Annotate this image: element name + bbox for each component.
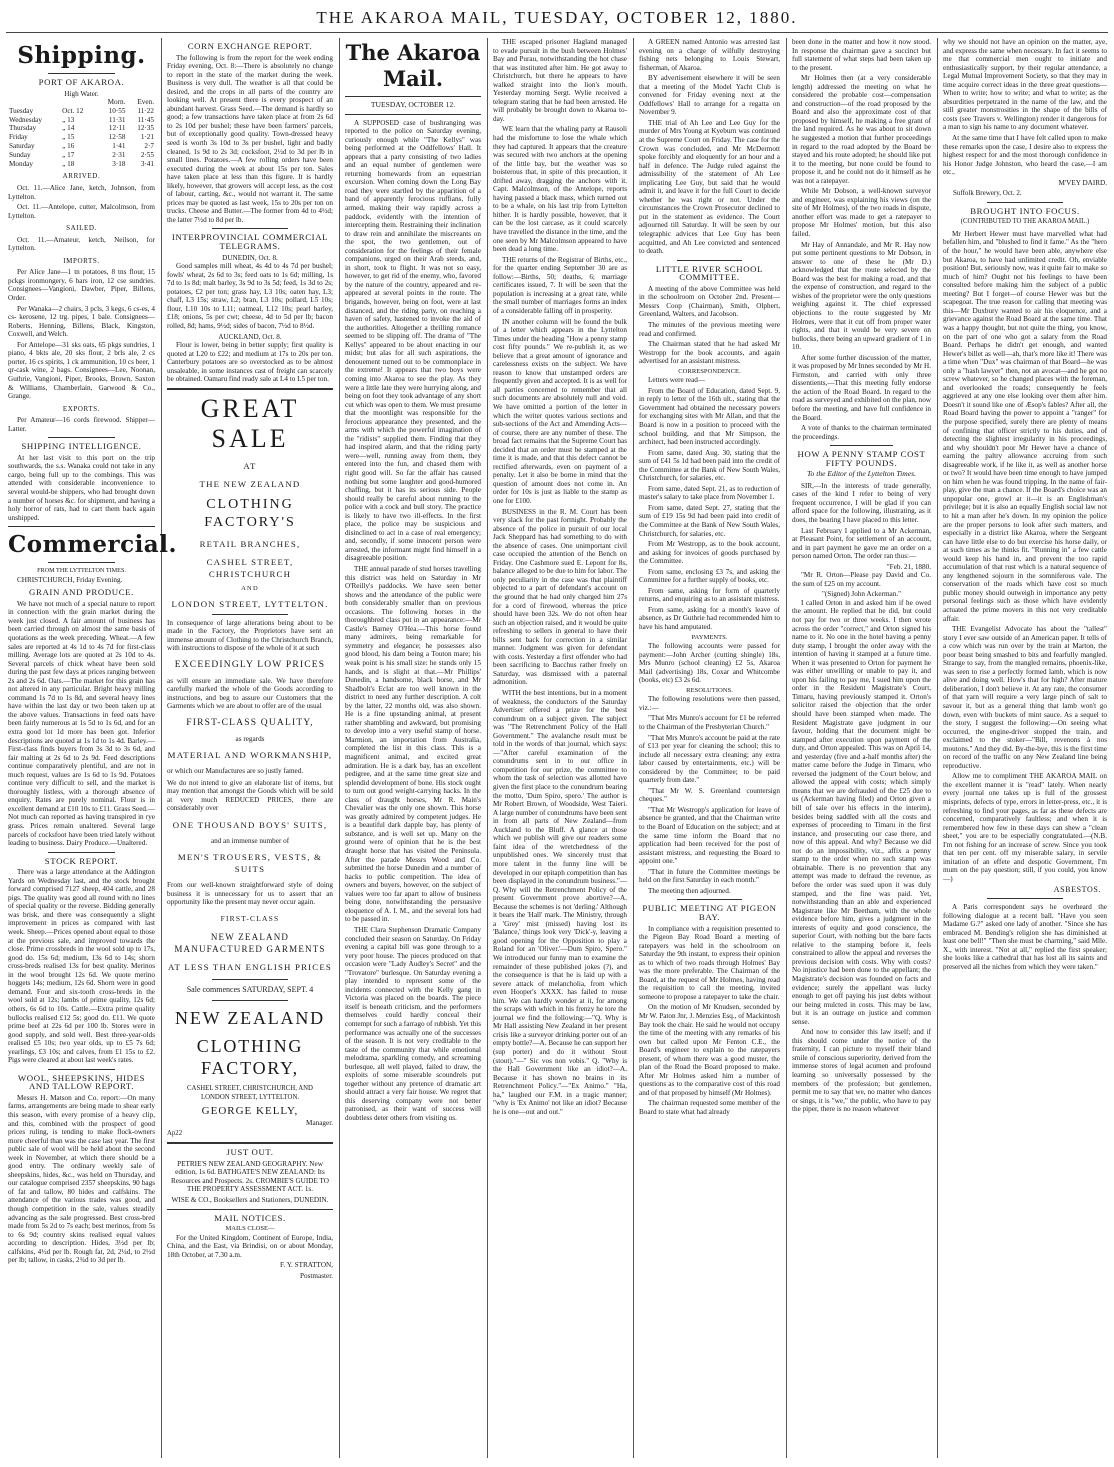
advert-address: CASHEL STREET, CHRISTCHURCH, AND LONDON STREET, LYTTELTON. bbox=[187, 1085, 313, 1101]
postmaster-name: F. Y. STRATTON, bbox=[279, 1261, 333, 1270]
wise-co-advert: WISE & CO., Booksellers and Stationers, DUNEDIN. bbox=[171, 1196, 329, 1205]
advert-at: AT bbox=[243, 460, 257, 471]
penny-stamp-heading: HOW A PENNY STAMP COST FIFTY POUNDS. bbox=[797, 449, 926, 468]
stock-heading: STOCK REPORT. bbox=[44, 855, 119, 866]
contributed-note: (CONTRIBUTED TO THE AKAROA MAIL.) bbox=[960, 218, 1090, 226]
advert-clothing-factory: CLOTHING FACTORY, bbox=[196, 1036, 304, 1079]
advert-exceedingly-low-prices: EXCEEDINGLY LOW PRICES bbox=[174, 659, 326, 670]
divider bbox=[48, 852, 116, 853]
meeting-paragraph: In compliance with a requisition presented to the Pigeon Bay Road Board a meeting of ratepayers was held in the schoolroom on Saturday the 9th instant, to express their opinion as to which of two roads through Holmes' Bay was the more preferable. The Chairman of the Board, at the request of Mr Holmes, having read the requisition to call the meeting, invited someone to propose a ratepayer to take the chair. bbox=[639, 924, 780, 1001]
divider bbox=[212, 614, 288, 615]
advert-border bbox=[167, 1142, 333, 1144]
letter-paragraph: And now to consider this law itself; and if this should come under the notice of the fraternity, I can picture to myself their bland smile of conscious superiority, derived from the immense stores of legal acumen and profound learning so universally possessed by the members of the profession; but gentlemen, permit me to say that we, no matter who dances or sings, it is "we," the public, who have to pay the piper, there is no reason whatever bbox=[792, 1028, 931, 1114]
letter-paragraph: why we should not have an opinion on the matter, aye, and express the same when necessary. In fact it seems to me that commercial men ought to initiate and enthusiastically support, by their regular attendance, a Legal Mutual Improvement Society, so that they may in time acquire correct ideas in the three great questions—When to write; how to write; and what to write; as the absurdities perpetrated in the name of the law, and the still greater monstrosities in the shape of the bills of costs (see Travers v. Wellington) render it dangerous for a man to sign his name to any document whatever. bbox=[943, 38, 1107, 132]
corn-exchange-heading: CORN EXCHANGE REPORT. bbox=[187, 41, 313, 51]
focus-paragraph: THE Evangelist Advocate has about the "tallest" story I ever saw outside of an American paper. It tells of a cow which was run over by the train at Marton, the poor beast being smashed to bits and fearfully mangled. Strange to say, from the mangled remains, phoenix-like, was seen to rise a perfectly formed lamb, which is now alive and doing well. How's that for high? After mature deliberation, I don't believe it. At any rate, the consumer of that yarn will require a very large pinch of salt to savour it, but as a general thing that lamb won't go down, even with buckets of mint sauce. As a sequel to the story, I suggest the following:—On seeing what occurred, the engine-driver stopped the train, and exclaimed to the stoker—"Bill, revenons à nos moutons." And they did. By-the-bye, this is the first time on record of the traffic on any New Zealand line being reproductive. bbox=[943, 625, 1107, 770]
import-entry: For Antelope—31 sks oats, 65 pkgs sundries, 1 piano, 4 bkts ale, 20 sks flour, 2 brls ale, 2 cs porter, 16 cs spirits, 1 ck ammunition, 10 cs beer, 1 qr-cask wine, 2 bags. Consignees—Lee, Noonan, Guthrie, Vangioni, Piper, Brooks, Brown, Saxton & Williams, Chamberlain, Garwood & Co., Grange. bbox=[8, 340, 155, 401]
tide-day: Monday bbox=[9, 159, 33, 168]
tide-morn: 10·55 bbox=[108, 106, 126, 115]
high-water-label: High Water. bbox=[64, 89, 99, 98]
asbestos-signature: ASBESTOS. bbox=[1053, 884, 1101, 894]
advert-less-than-english: AT LESS THAN ENGLISH PRICES bbox=[167, 961, 333, 972]
tide-row bbox=[8, 133, 155, 142]
column-reports bbox=[639, 38, 780, 1460]
focus-paragraph: Allow me to compliment THE AKAROA MAIL on the excellent manner it is "read" lately. When nearly every journal one takes up is full of the grossest misprints, defects of type, errors in letter-press, etc., it is refreshing to find your pages, as far as these defects are concerned, comparatively faultless; and when it is remembered how few in these days can shew a "clean sheet," you are to be especially congratulated.—(N.B. I'm not fishing for an increase of screw. Since you took that ten per cent. off my miserable salary, in servile imitation of an effete and despotic Government, I'm mum on the pay question; still, if you could, you know—) bbox=[943, 772, 1107, 883]
tide-header-cell bbox=[8, 98, 61, 107]
committee-paragraph: From same, enclosing £3 7s, and asking the Committee for a further supply of books, etc. bbox=[639, 567, 780, 585]
tide-date: „ 17 bbox=[62, 150, 75, 159]
news-murder-trial: THE trial of Ah Lee and Lee Guy for the murder of Mrs Young at Kyeburn was continued at the Supreme Court on Friday. The case for the Crown was concluded, and Mr McDermott spoke forcibly and eloquently for an hour and a half in defence. The Judge ruled against the admissibility of the statement of Ah Lee implicating Lee Guy, but said that he would admit it, and leave it for the full Court to decide whether he was right or not. Under the circumstances the Crown Prosecutor declined to put in the statement as evidence. The Court adjourned till Saturday. It will be seen by our telegraphic advices that Lee Guy has been acquitted, and Ah Lee convicted and sentenced to death. bbox=[639, 118, 780, 256]
masthead bbox=[0, 0, 1114, 34]
news-escaped-prisoner: THE escaped prisoner Hagland managed to evade pursuit in the bush between Holmes' Bay and Purau, notwithstanding the hot chase that was instituted after him. He got away to Christchurch, but there he appears to have walked straight into the lion's mouth. Yesterday morning Sergt. Wylie received a telegram stating that he had been arrested. He will probably be brought down to Akaroa to-day. bbox=[493, 38, 627, 123]
port-heading: PORT OF AKAROA. bbox=[38, 77, 125, 87]
advert-first-class: FIRST-CLASS bbox=[220, 913, 280, 923]
divider bbox=[212, 228, 288, 229]
stock-report: There was a large attendance at the Addington Yards on Wednesday last, and the stock brought forward comprised 7127 sheep, 404 cattle, and 28 pigs. The quality was good all round with no lines of special quality or the reverse. Bidding generally was brisk, and there was consequently a slight improvement in prices as compared with last week. Sheep.—Prices opened about equal to those at the previous sale, and improved towards the close. Prime crossbreds in the wool sold up to 17s, good do. 15s 6d; medium, 13s 6d to 14s; shorn cross-breds realised 13s for best quality. Merinos in the wool brought 12s 6d. We quote merino hoggets 14s; medium, 12s 6d. Shorn were in good demand. Four and six-tooth cross-breds in the wool sold at 12s; lambs of prime quality, 12s 6d; others, 6s 6d to 10s. Cattle.—Extra prime quality bullocks realised £12 5s; good do. £11. We quote prime beef at 22s 6d per 100 lb. Stores were in good supply, and sold well. Best three-year-olds realised £5 10s; two year olds, up to £5 7s 6d; yearlings, £3 10s; and calves, from £1 15s to £2. Pigs were cleared at about last week's rates. bbox=[8, 868, 155, 1065]
column-editorial bbox=[345, 38, 481, 1460]
arrival-entry: Oct. 11.—Antelope, cutter, Malcolmson, from Lyttelton. bbox=[8, 203, 155, 220]
divider bbox=[167, 1209, 333, 1210]
letter-signature: M'VEY DAIRD. bbox=[1058, 178, 1107, 187]
tide-even: 11·22 bbox=[137, 106, 154, 115]
advert-the-nz: THE NEW ZEALAND bbox=[199, 478, 301, 489]
tide-even: 3·41 bbox=[140, 159, 154, 168]
column-divider bbox=[937, 38, 938, 1458]
tide-header-row bbox=[8, 98, 155, 107]
tide-even: 2·55 bbox=[140, 150, 154, 159]
advert-material: MATERIAL AND WORKMANSHIP, bbox=[167, 750, 333, 761]
wool-report: Messrs H. Matson and Co. report:—On many farms, arrangements are being made to shear early this season, with every promise of a heavy clip, and this, combined with the prospect of good prices ruling, is tending to make flock-owners more cheerful than was the case last year. The first public sale of wool will be held about the second week in November, at which there should be a good entry. The ordinary weekly sale of sheepskins, hides, &c., was held on Thursday, and our catalogue comprised 2357 sheepskins, 90 bags of fat and tallow, 80 hides and calfskins. The attendance of the various trades was good, and though competition in the sale, values steadily advancing as the sale progressed. Best cross-bred made from 5s 2d to 7s each; best merinos, from 5s to 6s 9d; country skins realised equal values according to description. Hides, 3½d per lb; calfskins, 4½d per lb. Rough fat, 2d, 2¼d, to 2½d per lb; tallow, in casks, 2¾d to 3d per lb. bbox=[8, 1093, 155, 1265]
penny-stamp-subheading: To the Editor of the Lyttelton Times. bbox=[807, 469, 916, 479]
commercial-source: FROM THE LYTTELTON TIMES. bbox=[37, 567, 126, 575]
column-divider bbox=[339, 38, 340, 1458]
arrived-heading: ARRIVED. bbox=[62, 172, 101, 181]
news-rm-court: BUSINESS in the R. M. Court has been very slack for the past fortnight. Probably the absence of the police in pursuit of our local Jack Sheppard has had something to do with the absence of cases. One unimportant civil case occupied the attention of the Bench on Friday. One Cashmore sued E. Lepont for 8s, balance alleged to be due to him for labor. The only peculiarity in the case was that plaintiff objected to a part of defendant's account on the ground that he had only charged him 27s for a cord of firewood, whereas the price should have been 32s. We do not often hear such an objection raised, and it would be quite refreshing to sellers in general to have their bills sent back for correction in a similar manner. Judgment was given for defendant with costs. Yesterday a first offender who had been sacrificing to Bacchus rather freely on Saturday, was dismissed with a paternal admonition. bbox=[493, 507, 627, 687]
tide-date: „ 15 bbox=[62, 133, 75, 142]
imports-heading: IMPORTS. bbox=[63, 256, 100, 265]
correspondence-heading: CORRESPONDENCE. bbox=[678, 367, 741, 375]
advert-as-regards: as regards bbox=[235, 734, 265, 743]
postmaster-title: Postmaster. bbox=[300, 1271, 333, 1280]
divider bbox=[677, 899, 742, 900]
column-news-items bbox=[493, 38, 627, 1460]
brought-into-focus-heading: BROUGHT INTO FOCUS. bbox=[970, 205, 1080, 216]
payments-heading: PAYMENTS. bbox=[691, 633, 728, 641]
advert-first-class-quality: FIRST-CLASS QUALITY, bbox=[186, 717, 314, 728]
newspaper-nameplate: The Akaroa Mail. bbox=[345, 40, 481, 91]
committee-paragraph: The minutes of the previous meeting were read and confirmed. bbox=[639, 320, 780, 338]
tide-date: „ 16 bbox=[62, 142, 75, 151]
editorial-paragraph-stud-horses: THE annual parade of stud horses travelling this district was held on Saturday in Mr O'Reilly's paddocks. We have seen better shows and the attendance of the public were both considerably smaller than on previous occasions. The following horses in the thoroughbred class put in an appearance:—Mr Castle's Barney O'Hea.—This horse found many admirers, being remarkable for symmetry and elegance; he possesses also good blood, his dam being a Touton mare; his weak point is his small size: he stands only 15 hands, and is slight at that.—Mr Phillips' Dunedin, a handsome, black horse, and Mr Shadbolt's Eclat are too well known in the district to need any further description. A colt by the latter, 22 months old, was also shown. He is a fine upstanding animal, at present rather shambling and awkward, but promising to develop into a very useful stamp of horse. Marmion, an importation from Australia, completed the list in this class. This is a magnificent animal, and excited great admiration. He is a dark bay, has an excellent pedigree, and at the same time great size and splendid development of bone. His stock ought to turn out good weight-carrying hacks. In the class of draught horses, Mr R. Main's Chevalier was the only one shown. This horse was greatly admired by competent judges. He is a beautiful dark dapple bay, has plenty of substance, and is well set up. Many on the ground were of opinion that he is the best draught horse that has visited the Peninsula. After the parade Messrs Wood and Co. submitted the horse Dunedin and a number of hacks to public competition. The idea of owners and buyers, however, on the subject of values were too far apart to allow of business being done, notwithstanding the persuasive eloquence of A. I. M., and the several lots had to be passed in. bbox=[345, 564, 481, 924]
divider bbox=[8, 526, 155, 527]
export-entry: Per Amateur—16 cords firewood. Shipper—Latter. bbox=[8, 416, 155, 433]
meeting-paragraph: On the motion of Mr Knudsen, seconded by Mr W. Paton Jnr, J. Menzies Esq., of Mackintosh Bay took the chair. He said he would not occupy the time of the meeting with any remarks of his own but called upon Mr Fenton C.E., the Board's engineer to explain to the ratepayers present, of whom there was a good muster, the plan of the Road the Board proposed to make. After Mr Holmes asked him a number of questions as to the comparative cost of this road and of that proposed by himself (Mr Holmes). bbox=[639, 1003, 780, 1097]
order-text: "Mr R. Orton—Please pay David and Co. the sum of £25 on my account. bbox=[792, 571, 931, 588]
tide-row bbox=[8, 160, 155, 169]
divider bbox=[987, 202, 1062, 203]
divider bbox=[212, 1000, 288, 1001]
sailing-entry: Oct. 11.—Amateur, ketch, Neilson, for Lyttelton. bbox=[8, 235, 155, 253]
tide-row bbox=[8, 107, 155, 116]
advert-mens-trousers: MEN'S TROUSERS, VESTS, & SUITS bbox=[177, 852, 323, 875]
divider bbox=[48, 562, 116, 563]
books-advert-text: PETRIE'S NEW ZEALAND GEOGRAPHY. New edition, 1s 6d. BATHGATE'S NEW ZEALAND: Its Resources and Prospects. 2s. CROMBIE'S GUIDE TO THE PROPERTY ASSESSMENT ACT. 1s. bbox=[171, 1159, 329, 1194]
committee-paragraph: From same, asking for form of quarterly returns, and enquiring as to an assistant mistress. bbox=[639, 586, 780, 604]
commercial-dateline: CHRISTCHURCH, Friday Evening. bbox=[17, 575, 123, 584]
committee-resolution: "That Mr W. S. Greenland countersign cheques." bbox=[639, 786, 780, 804]
advert-nz-manufactured: NEW ZEALAND MANUFACTURED GARMENTS bbox=[174, 931, 326, 954]
tide-header-cell: Morn. bbox=[107, 98, 126, 107]
mail-notices-heading: MAIL NOTICES. bbox=[214, 1212, 286, 1223]
advert-paragraph: From our well-known straightforward style of doing business it is unnecessary for us to assert that an opportunity like the present may never occur again. bbox=[167, 881, 333, 907]
advert-paragraph: as will ensure an immediate sale. We have therefore carefully marked the whole of the Goods according to instructions, and beg to assure our Customers that the Garments which we are about to offer are of the usual bbox=[167, 676, 333, 711]
divider bbox=[987, 898, 1062, 899]
resolutions-heading: RESOLUTIONS. bbox=[686, 686, 733, 694]
divider bbox=[677, 260, 742, 261]
tide-row bbox=[8, 142, 155, 151]
advert-great-sale: GREAT SALE bbox=[200, 393, 300, 453]
committee-resolution: "That Mrs Munro's account for £1 be referred to the Chairman of the Presbyterian Church." bbox=[639, 714, 780, 732]
tide-header-cell bbox=[61, 98, 96, 107]
committee-paragraph: From same, dated Sept. 21, as to reduction of master's salary to take place from November 1. bbox=[639, 484, 780, 502]
tide-day: Tuesday bbox=[9, 106, 34, 115]
committee-paragraph: A meeting of the above Committee was held in the schoolroom on October 2nd. Present—Messrs Coop (Chairman), Smith, Olphert, Greenland, Walters, and Jacobson. bbox=[639, 284, 780, 319]
tide-row bbox=[8, 124, 155, 133]
exports-heading: EXPORTS. bbox=[62, 404, 101, 413]
divider bbox=[48, 1069, 116, 1070]
column-divider bbox=[786, 38, 787, 1458]
advert-clothing-factorys: CLOTHING FACTORY'S bbox=[204, 496, 296, 530]
committee-resolution: "That Mr Westropp's application for leave of absence be granted, and that the Chairman write to the Board of Education on the subject; and at the same time inform the Board that no application had been received for the post of assistant mistress, and requesting the Board to appoint one." bbox=[639, 805, 780, 866]
advert-manager: Manager. bbox=[306, 1119, 333, 1128]
tide-even: 1·21 bbox=[140, 133, 154, 142]
advert-george-kelly: GEORGE KELLY, bbox=[201, 1104, 299, 1117]
advert-and: AND bbox=[241, 584, 259, 592]
tide-table bbox=[8, 98, 155, 168]
committee-paragraph: From same, dated Sept. 27, stating that the sum of £19 15s 9d had been paid into credit of the Committee at the Bank of New South Wales, Christchurch, for salaries, etc. bbox=[639, 503, 780, 538]
advert-retail-branches: RETAIL BRANCHES, bbox=[199, 538, 301, 549]
commercial-heading: Commercial. bbox=[8, 531, 177, 559]
dunedin-telegram: Good samples mill wheat, 4s 4d to 4s 7d per bushel; fowls' wheat, 2s 6d to 3s; feed oats to 1s 6d; milling, 1s 7d to 1s 8d; malt barley, 3s 9d to 3s 5d; feed, 1s 3d to 2s; potatoes, £2 per ton; grass hay, L3 10s; oaten hay, L3; chaff, L3 15s; straw, L2; bran, L3 10s; pollard, L5 10s; flour, L10 10s to L11; oatmeal, L12 10s; pearl barley, £18; onions, 5s per cwt; cheese, 4d to 5d per lb; bacon rolled, 8d; hams, 9½d; sides of bacon, 7½d to 8½d. bbox=[167, 262, 333, 330]
advert-border bbox=[167, 388, 333, 390]
tide-day: Saturday bbox=[9, 142, 35, 151]
letter-paragraph: At the same time that I have felt called upon to make these remarks upon the case, I desire also to express the highest respect for and the most thorough confidence in his Honor Judge Johnston, who heard the case,—I am etc., bbox=[943, 134, 1107, 177]
letter-paragraph: SIR,—In the interests of trade generally, cases of the kind I refer to being of very frequent occurrence, I will be glad if you can afford space for the following, illustrating, as it does, the bearing I have placed to this letter. bbox=[792, 481, 931, 524]
tide-even: 2·7 bbox=[144, 142, 154, 151]
dunedin-dateline: DUNEDIN, Oct. 8. bbox=[222, 253, 278, 262]
tide-morn: 2·31 bbox=[112, 150, 126, 159]
masthead-rule bbox=[6, 32, 1108, 33]
divider bbox=[48, 437, 116, 438]
meeting-paragraph: After some further discussion of the matter, it was proposed by Mr Innes seconded by Mr H. Firmston, and carried with only three dissentients,—That this meeting fully endorse the action of the Road Board. In regard to the road as surveyed and exhibited on the plan, now before the meeting, and have full confidence in the Board. bbox=[792, 353, 931, 422]
order-date: "Feb. 21, 1880. bbox=[886, 562, 931, 571]
corn-exchange-report: The following is from the report for the week ending Friday evening, Oct. 8:—There is absolutely no change to report in the state of the market during the week. Business is very dull. The weather is all that could be desired, and the crops in all parts of the country are looking well. At present there is every prospect of an abundant harvest. Grass Seed.—The demand is hardly so good; a few transactions have taken place at from 2s 6d to 2s 10d per bushel; these have been farmers' parcels, but of exceptionally good quality. Town-dressed heavy seed is worth 3s 10d to 3s per bushel, light and badly cleaned, 1s 9d to 2s 3d; cocksfoot, 2½d to 3d per lb in small lines. Potatoes.—A few rolling orders have been executed during the week at about 15s per ton. Sales have taken place at less than this figure. It is hardly likely, however, that growers will accept less, as the cost of labour, carting, &c., would not warrant it. The same prices may be quoted as last week, 15s to 20s per ton on trucks. Cheese and Butter.—The former from 4d to 4½d; the latter 7½d to 8d per lb. bbox=[167, 53, 333, 224]
paris-anecdote: A Paris correspondent says he overheard the following dialogue at a recent ball. "Have you seen Madame G.?" asked one lady of another. "Since she has embraced M. Bending's religion she has diminished at least one bell!" "Then she must be charming," said Mlle. X., with interest. "Not at all," replied the first speaker; she looks like a cathedral that has lost all its saints and preserved all the niches from which they were taken." bbox=[943, 903, 1107, 971]
letter-address: Suffolk Brewery, Oct. 2. bbox=[953, 189, 1022, 198]
column-meeting-letter bbox=[792, 38, 931, 1460]
shipping-intelligence-heading: SHIPPING INTELLIGENCE. bbox=[21, 441, 142, 452]
meeting-paragraph: Mr Hay of Annandale, and Mr R. Hay now put some pertinent questions to Mr Dobson, in answer to one of these he (Mr D.) acknowledged that the route selected by the Board was the best for making a road, and that the expense of construction, and regard to the wishes of the proprietor were the only questions weighing against it. The chief expressed objections to the route suggested by Mr Holmes, were that it cut off from proper water rights, and that it would be very severe on bullocks, there being an upward gradient of 1 in 10. bbox=[792, 240, 931, 352]
committee-paragraph: The meeting then adjourned. bbox=[648, 886, 731, 895]
advert-boys-suits: ONE THOUSAND BOYS' SUITS, bbox=[172, 819, 328, 830]
letter-paragraph: I called Orton in and asked him if he owed the amount. He replied that he did, but could not pay for two or three weeks. I then wrote across the order "correct," and Orton signed his name to it. No one in the hotel having a penny duty stamp, I brought the order away with the intention of having it stamped at a future time. When it was presented to Orton for payment he was either unwilling or unable to pay it, and upon his failing to pay me, I sued him upon the order in the Resident Magistrate's Court, Timaru, having previously stamped it. Orton's solicitor raised the objection that the order should have been stamped when made. The Resident Magistrate gave judgment in our favour, holding that the document might be stamped after execution upon payment of the duty, and Orton appealed. This was on April 14, and yesterday (five and a-half months after) the matter came before the Judge in Timaru, who reversed the judgment of the Court below, and allowed the appeal with costs; which simply means that we are defrauded of the £25 due to us (Ackerman having filed) and Orton given a bill of sale over his effects in the interim), besides being saddled with all the costs and expenses of proceeding to Timaru in the first instance, and prosecuting our case there, and now of this appeal. And why? Because we did not do an impossibility, viz., affix a penny stamp to the order when no such stamp was obtainable. There is no prevention that any attempt was made to defraud the revenue, as before the order was sued upon it was duly stamped, and the fine was paid. Yet, notwithstanding than an able and experienced Magistrate like Mr Beetham, with the whole evidence before him, gives a judgment in the interests of equity and good conscience, the superior Court, with nothing but the bare facts relative to the stamping before it, feels constrained to allow the appeal and reverses the previous decision with costs. Why with costs? No injustice had been done to the appellant; the Magistrate's decision was founded on facts and evidence; surely the appellant was lucky enough to get off paying his just debts without our being mulcted in costs. This may be law, but it is an outrage on justice and common sense. bbox=[792, 598, 931, 1026]
editorial-date: TUESDAY, OCTOBER 12. bbox=[370, 100, 456, 109]
tide-day: Friday bbox=[9, 133, 28, 142]
divider bbox=[345, 96, 481, 97]
meeting-paragraph: While Mr Dobson, a well-known surveyor and engineer, was explaining his views (on the site of Mr Holmes), of the two roads in dispute, another effort was made to get a ratepayer to propose Mr Holmes' motion, but this also failed. bbox=[792, 187, 931, 239]
advert-paragraph: We do not intend to give an elaborate list of items, but may mention that amongst the Goods which will be sold at very much REDUCED PRICES, there are considerably over bbox=[167, 778, 333, 813]
column-divider bbox=[161, 38, 162, 1458]
tide-morn: 1·41 bbox=[112, 142, 126, 151]
committee-paragraph: The Chairman stated that he had asked Mr Westropp for the book accounts, and again advertised for an assistant mistress. bbox=[639, 340, 780, 366]
divider bbox=[48, 73, 116, 74]
little-river-heading: LITTLE RIVER SCHOOL COMMITTEE. bbox=[655, 263, 764, 283]
interprovincial-heading: INTERPROVINCIAL COMMERCIAL TELEGRAMS. bbox=[171, 232, 329, 252]
clothing-factory-advert bbox=[167, 394, 333, 1138]
committee-paragraph: From same, asking for a month's leave of absence, as Dr Guthrie had recommended him to have his hand amputated. bbox=[639, 605, 780, 631]
import-entry: Per Wanaka—2 chairs, 3 pcls, 3 kegs, 6 cs-es, 4 cs- kerosene, 12 trg. pipes, 1 bale. Consignees—Roberts, Henning, Billens, Black, Kingston, Coxwell, and Welch. bbox=[8, 304, 155, 339]
advert-code: Ap22 bbox=[167, 1129, 183, 1137]
auckland-dateline: AUCKLAND, Oct. 8. bbox=[218, 332, 282, 341]
committee-paragraph: From same, dated Aug. 30, stating that the sum of £41 5s 1d had been paid into the credit of the Committee at the Bank of New South Wales, Christchurch, for salaries, etc. bbox=[639, 448, 780, 483]
tide-date: „ 18 bbox=[62, 159, 75, 168]
pigeon-bay-heading: PUBLIC MEETING AT PIGEON BAY. bbox=[642, 903, 777, 922]
grain-report: We have not much of a special nature to report in connection with the grain market during the week just closed. A fair amount of business has been carried through on almost the same basis of quotations as the week preceding. Wheat.—A few sales are reported at 4s 1d to 4s 7d for first-class milling. Average lots are quoted at 2s 10d to 4s. Several parcels of chick wheat have been sold during the past few days at prices ranging between 2s and 2s 6d. Oats.—The market for this grain has not altered in any particular. Bright heavy milling command 1s 7d to 1s 8d, and several heavy lines have within the last day or two been taken up at the above values. Transactions in feed oats have been fairly numerous at 1s 5d to 1s 6d, and for an extra good lot 1d more has been got. Inferior descriptions are quoted at 1s 1d to 1s 4d. Barley.—First-class finds buyers from 3s 3d to 3s 6d, and fair malting at 2s 6d to 2s 9d. Feed descriptions continue comparatively plentiful, and are not in much request, values are 1s 6d to 1s 9d. Potatoes continue very difficult to sell, and the market is thoroughly listless, with a thorough absence of enquiry. Rates are purely nominal. Flour is in excellent demand at £10 10s to £11. Grass Seed.—Not much can reported as having transpired in rye grass. Prices remain unaltered. Several large parcels of cocksfoot have been tried lately without leading to business. Dairy Produce.—Unaltered. bbox=[8, 599, 155, 848]
committee-paragraph: The following accounts were passed for payment:—John Archer (cutting shingle) 18s, Mrs Munro (school cleaning) £2 5s, Akaroa Mail (advertising) 18s, Coxar and Whitcombe (books, etc) £3 2s 6d. bbox=[639, 642, 780, 685]
tide-morn: 11·31 bbox=[108, 115, 126, 124]
tide-date: Oct. 12 bbox=[62, 106, 84, 115]
committee-paragraph: Letters were read— bbox=[648, 376, 706, 385]
divider bbox=[830, 445, 894, 446]
news-yacht-club: BY advertisement elsewhere it will be seen that a meeting of the Model Yacht Club is convened for Friday evening next at the Oddfellows' Hall to arrange for a regatta on November 9. bbox=[639, 74, 780, 117]
newspaper-masthead-title: THE AKAROA MAIL, TUESDAY, OCTOBER 12, 1880. bbox=[316, 8, 798, 27]
meeting-paragraph: been done in the matter and how it now stood. In response the chairman gave a succinct but full statement of what steps had been taken up to the present. bbox=[792, 38, 931, 72]
tide-date: „ 14 bbox=[62, 124, 75, 133]
focus-paragraph: Mr Herbert Hewer must have marvelled what had befallen him, and "blushed to find it fame." As the "hero of the hour," he would have been able, anywhere else but Akaroa, to have had unlimited credit. Oh, enviable position! But, seriously now, was it quite fair to make so much of him? Ought not his feelings to have been consulted before making him the subject of a public meeting? But I forget—of course Hewer was but the scapegoat. The true reason for calling that meeting was this—Mr Duxbury wanted to air his eloquence, and a grievance against the Road Board at the same time. That was a happy thought, but not quite the thing, you know, on the part of one who got a salary from the Road Board. Perhaps he didn't get enough, and wanted Hewer's billet as well—ah, that's more like it! There was a time when "Dux" was chairman of that Board—he was only a "hash lawyer" then, not an avocat—and he got no screw whatever, so he changed places with the foreman, and overlooked the roads; consequently he feels aggrieved at any one else looking over them after him. Doesn't it sound like one of Æsop's fables? After all, the Road Board having the power to appoint a "ranger" for the purpose specified, surely there are plenty of means of confining that officer strictly to his duties, and of detecting the slightest irregularity in his proceedings, and why shouldn't poor Mr Hewer have a chance of earning the paltry allowance accruing from such disagreeable work, if he like it, as well as another horse or two? It would have been time enough to have jumped on him when he was found tripping. In the name of fair-play, give the man a chance. If the Board's choice was an unpopular one, growl at it—it is an Englishman's privilege; but it is also an equally English social law not to hit a man after he's down. In my opinion the police are the proper persons to look after such matters, and especially in a district like Akaroa, where the Sergeant can have little else to do but exercise his horse daily, or at such times as he thinks fit. "Running in" a few cattle would keep his hand in, and prevent the too rapid accumulation of that rust which is a natural sequence of any lengthened sojourn in the somniferous vale. The conservation of the roads which have cost so much public money should outweigh in importance any petty personal feelings such as those which have evidently actuated the prime movers in this not very creditable affair. bbox=[943, 229, 1107, 623]
shipping-intelligence-text: At her last visit to this port on the trip southwards, the s.s. Wanaka could not take in any cargo, being full up to the combings. This was attended with considerable inconvenience to several would-be shippers, who had brought down a number of horses &c. for shipment, and having a holy horror of rats, had to cart them back again unshipped. bbox=[8, 453, 155, 522]
advert-new-zealand: NEW ZEALAND bbox=[175, 1008, 325, 1029]
tide-header-cell: Even. bbox=[137, 98, 154, 107]
committee-paragraph: From Mr Westropp, as to the book account, and asking for invoices of goods purchased by the Committee. bbox=[639, 540, 780, 566]
advert-cashel-street: CASHEL STREET, CHRISTCHURCH bbox=[206, 556, 294, 579]
import-entry: Per Alice Jane—1 tn potatoes, 8 tns flour, 15 pckgs ironmongery, 6 bars iron, 12 cse sundries. Consignees—Vangioni, Dawber, Piper, Billens, Order. bbox=[8, 268, 155, 303]
tide-morn: 12·11 bbox=[108, 124, 126, 133]
tide-day: Wednesday bbox=[9, 115, 42, 124]
news-penny-stamp-letter: IN another column will be found the bulk of a letter which appears in the Lyttelton Times under the heading "How a penny stamp cost fifty pounds." We re-publish it, as we believe that a great amount of ignorance and carelessness exists on the subject. We have reason to know that unstamped orders are frequently given and accepted. It is as well for all parties concerned to remember that all such documents are absolutely null and void. We have omitted a portion of the letter in which the writer quotes various sections and sub-sections of the Act and Amending Acts—of course, there are any number of these. The broad fact remains that the Supreme Court has decided that an order must be stamped at the time it is made, and that this defect cannot be rectified afterwards, even on payment of a penalty. Let it also be borne in mind that the question of amount does not come in. An order for 10s is just as liable to the stamp as one for £100. bbox=[493, 317, 627, 505]
column-focus bbox=[943, 38, 1107, 1460]
arrival-entry: Oct. 11.—Alice Jane, ketch, Johnson, from Lyttelton. bbox=[8, 184, 155, 201]
news-whaling-party: WE learn that the whaling party at Rausoli had the misfortune to lose the whale which they had captured. It appears that the creature was secured with two anchors at the opening of the little bay, but the weather was so boisterous that, in spite of this precaution, it drifted away, dragging the anchors with it. Capt. Malcolmson, of the Antelope, reports having passed a black mass, which turned out to be a whale, on his last trip from Lyttelton hither. It is hardly possible, however, that it can be the lost carcase, as it could scarcely have travelled the distance in the time, and the one seen by Mr Malcolmson appeared to have been dead a long time. bbox=[493, 125, 627, 254]
news-registrar-returns: THE returns of the Registrar of Births, etc., for the quarter ending September 30 are as follow:—Births, 50; deaths, 6; marriage certificates issued, 7. It will be seen that the population is increasing at a great rate, while the small number of marriages forms an index of a considerable falling off in prosperity. bbox=[493, 255, 627, 315]
column-divider bbox=[487, 38, 488, 1458]
committee-resolution: "That in future the Committee meetings be held on the first Saturday in each month." bbox=[639, 867, 780, 885]
divider bbox=[345, 114, 481, 115]
sailed-heading: SAILED. bbox=[66, 224, 97, 233]
advert-paragraph: In consequence of large alterations being about to be made in the Factory, the Proprietors have sent an immense amount of Clothing to the Christchurch Branch, with instructions to dispose of the whole of it at such bbox=[167, 618, 333, 653]
tide-even: 12·35 bbox=[137, 124, 154, 133]
mails-close-label: MAILS CLOSE— bbox=[225, 1225, 275, 1233]
order-signature: "(Signed) John Ackerman." bbox=[821, 590, 902, 599]
column-corn-advert bbox=[167, 38, 333, 1460]
editorial-paragraph-bushranging: A SUPPOSED case of bushranging was reported to the police on Saturday evening, curiously enough while "The Kellys" was being performed at the Oddfellows' Hall. It appears that a party consisting of two ladies and an equal number of gentlemen were returning homewards from an equestrian excursion. When coming down the Long Bay road they were startled by the apparition of a band of apparently ferocious ruffians, fully armed, making their way rapidly across a paddock, evidently with the intention of intercepting them. Restraining their inclination to draw rein and annihilate the miscreants on the spot, the two gentlemen, out of consideration for the feelings of their female companions, urged on their Arab steeds, and, in short, took to flight. It was not so easy, however, to get rid of the enemy, who, favored by the nature of the country, appeared and re-appeared at several points in the route. The brigands, however, being on foot, were at last distanced, and the riding party, on reaching a haven of safety, hastened to invoke the aid of the authorities. Altogether a thrilling romance seemed to be slipping off. The drama of "The Kellys" appeared to be about enacting in our midst; but alas for all such aspirations, the denouement turned out to be commonplace in the extreme! It appears that two boys were coming into Akaroa to see the play. As they were a little late they were hurrying along, and being on foot they took advantage of any short cut which was open to them. We must presume that the moonlight was responsible for the ferocious appearance they presented, and the arms with which the powerful imagination of the "ridists" supplied them. Finding that they had inspired alarm, and that the riding party were—well, running away from them, they entered into the fun, and chased them with right good will. So far the affair has caused nothing but some laughter and good-humored chaffing, but it has its serious side. People should really be careful about running to the police with a cock and bull story. The practice is likely to have two ill-effects. In the first place, the police may be suspicious and disinclined to act in a case of real emergency; and, secondly, if some innocent person were arrested, the informant might find himself in a disagreeable position. bbox=[345, 118, 481, 563]
advert-sale-commences: Sale commences SATURDAY, SEPT. 4 bbox=[186, 984, 314, 994]
just-out-heading: JUST OUT. bbox=[226, 1147, 274, 1158]
shipping-heading: Shipping. bbox=[17, 42, 146, 69]
letter-paragraph: Last February I applied to a Mr Ackerman, at Pleasant Point, for settlement of an account, and in part payment he gave me an order on a person named Orton. The order ran thus:— bbox=[792, 526, 931, 561]
committee-paragraph: The following resolutions were then passed, viz.:— bbox=[639, 695, 780, 712]
meeting-paragraph: The chairman requested some member of the Board to state what had already bbox=[639, 1099, 780, 1116]
tide-even: 11·45 bbox=[137, 115, 154, 124]
advert-immense-number: and an immense number of bbox=[210, 836, 290, 845]
editorial-paragraph-dramatic-company: THE Clara Stephenson Dramatic Company concluded their season on Saturday. On Friday evening a capital bill was gone through to a very poor house. The pieces produced on that occasion were "Lady Audley's Secret" and the "Trovatore" burlesque. On Saturday evening a play intended to represent some of the incidents connected with the Kelly gang in Victoria was placed on the boards. The piece itself is beneath criticism, and the performers themselves could hardly conceal their contempt for such a farrago of rubbish. Yet this performance was actually one of the successes of the season. It is not very creditable to the taste of the community that while emotional melodrama, sparkling comedy, and screaming burlesque, all well played, failed to draw, the exploits of some miserable scoundrels put together without any pretence of dramatic art should attract a very fair house. We regret that this deserving company were not better patronised, as their want of success will doubtless deter others from visiting us. bbox=[345, 925, 481, 1122]
tide-row bbox=[8, 151, 155, 160]
grain-heading: GRAIN AND PRODUCE. bbox=[29, 587, 134, 598]
auckland-telegram: Flour is lower, being in better supply; first quality is quoted at L20 to £22; and medium at 17s to 20s per ton. Canterbury potatoes are so overstocked as to be almost unsaleable, in some instances cast of freight can scarcely be obtained. Oamaru find ready sale at L4 to L5 per ton. bbox=[167, 341, 333, 384]
divider bbox=[212, 979, 288, 980]
tide-row bbox=[8, 116, 155, 125]
news-arrest: A GREEN named Antonio was arrested last evening on a charge of wilfully destroying fishing nets belonging to Louis Stewart, fisherman, of Akaroa. bbox=[639, 38, 780, 72]
tide-morn: 12·58 bbox=[108, 133, 126, 142]
advert-london-street: LONDON STREET, LYTTELTON. bbox=[171, 598, 329, 609]
tide-date: „ 13 bbox=[62, 115, 75, 124]
meeting-paragraph: A vote of thanks to the chairman terminated the proceedings. bbox=[792, 424, 931, 441]
advert-paragraph: or which our Manufactures are so justly famed. bbox=[167, 767, 304, 776]
news-conundrum: WITH the best intentions, but in a moment of weakness, the conductors of the Saturday Advertiser offered a prize for the best conundrum on a subject given. The subject was "The Retrenchment Policy of the Hall Government." The avalanche result must be told in the words of that journal, which says:—"After careful examination of the conundrums sent in to our office in competition for our prize, the committee to whom the task of selection was allotted have given the first place to the conundrum bearing the motto, 'Dum Spiro, spero.' The author is Mr Robert Brown, of Woodside, West Taieri. A large number of conundrums have been sent in from all parts of New Zealand—from Auckland to the Bluff. A glance at those which we publish will give our readers some faint idea of the wretchedness of the unpublished ones. We sincerely trust that more talent in the funny line will be developed in our epitaph competition than has been displayed in the conundrum business."—Q. Why will the Retrenchment Policy of the present Government prove abortive?—A. Because the schemes is not 'derling.' Although it bears the 'Hall' mark. The Ministry, through a 'Grey' mist (missed) having lost its 'Balance,' things look very 'Dick'-y, leaving a good opening for the Opposition to play a Roland for an 'Oliver.'—Dum Spiro, Spero." We introduced our funny man to examine the remainder of these published jokes (?), and the consequence is that he is laid up with a severe attack of melancholia, from which even Hooper's XXXX. has failed to rouse him. We can hardly wonder at it, for among the scraps with which in his frenzy he tore the journal we find the following:—"Q. Why is Mr Hall assisting New Zealand in her present crisis like a surveyor drinking porter out of an empty bottle?—A. Because he can support her (sup porter) and do it without Stout (stout)."—" Sic vos non vobis." Q. "Why is the Hall Government like an idiot?—A. Because it has shown no brains in its Retrenchment Policy."—"Ex Animo." "Ha, ha," laughed our F.M. in a tragic manner; "why is 'Ex Animo' not like an idiot? Because he is one—out and out." bbox=[493, 689, 627, 1116]
column-divider bbox=[633, 38, 634, 1458]
mail-notice-text: For the United Kingdom, Continent of Europe, India, China, and the East, via Brindisi, on or about Monday, 18th October, at 7.30 a.m. bbox=[167, 1233, 333, 1259]
tide-day: Thursday bbox=[9, 124, 37, 133]
committee-paragraph: From the Board of Education, dated Sept. 9, in reply to letter of the 16th ult., stating that the Government had obtained the necessary powers for exchanging sites with Mr Allan, and that the Board is now in a position to proceed with the school building, and that Mr Simpson, the architect, had been instructed accordingly. bbox=[639, 386, 780, 447]
wool-heading: WOOL, SHEEPSKINS, HIDES AND TALLOW REPORT. bbox=[17, 1072, 146, 1092]
committee-resolution: "That Mrs Munro's account be paid at the rate of £13 per year for cleaning the school; this to include all necessary extra cleaning; any extra labor caused by entertainments, etc.) will be considered by the Committee; to be paid quarterly from date." bbox=[639, 733, 780, 785]
meeting-paragraph: Mr Holmes then (at a very considerable length) addressed the meeting on what he considered the probable cost—compensation and construction—of the road proposed by the Board and also the approximate cost of that proposed by himself, he making a free grant of the land required. As he was about to sit down he suggested a motion that further proceedings in regard to the road adopted by the Board be stayed and his route adopted; he should like put it to the meeting, but none could be found to propose it, and he could not do it himself as he was not a ratepayer. bbox=[792, 74, 931, 185]
tide-morn: 3·18 bbox=[112, 159, 126, 168]
tide-day: Sunday bbox=[9, 150, 31, 159]
